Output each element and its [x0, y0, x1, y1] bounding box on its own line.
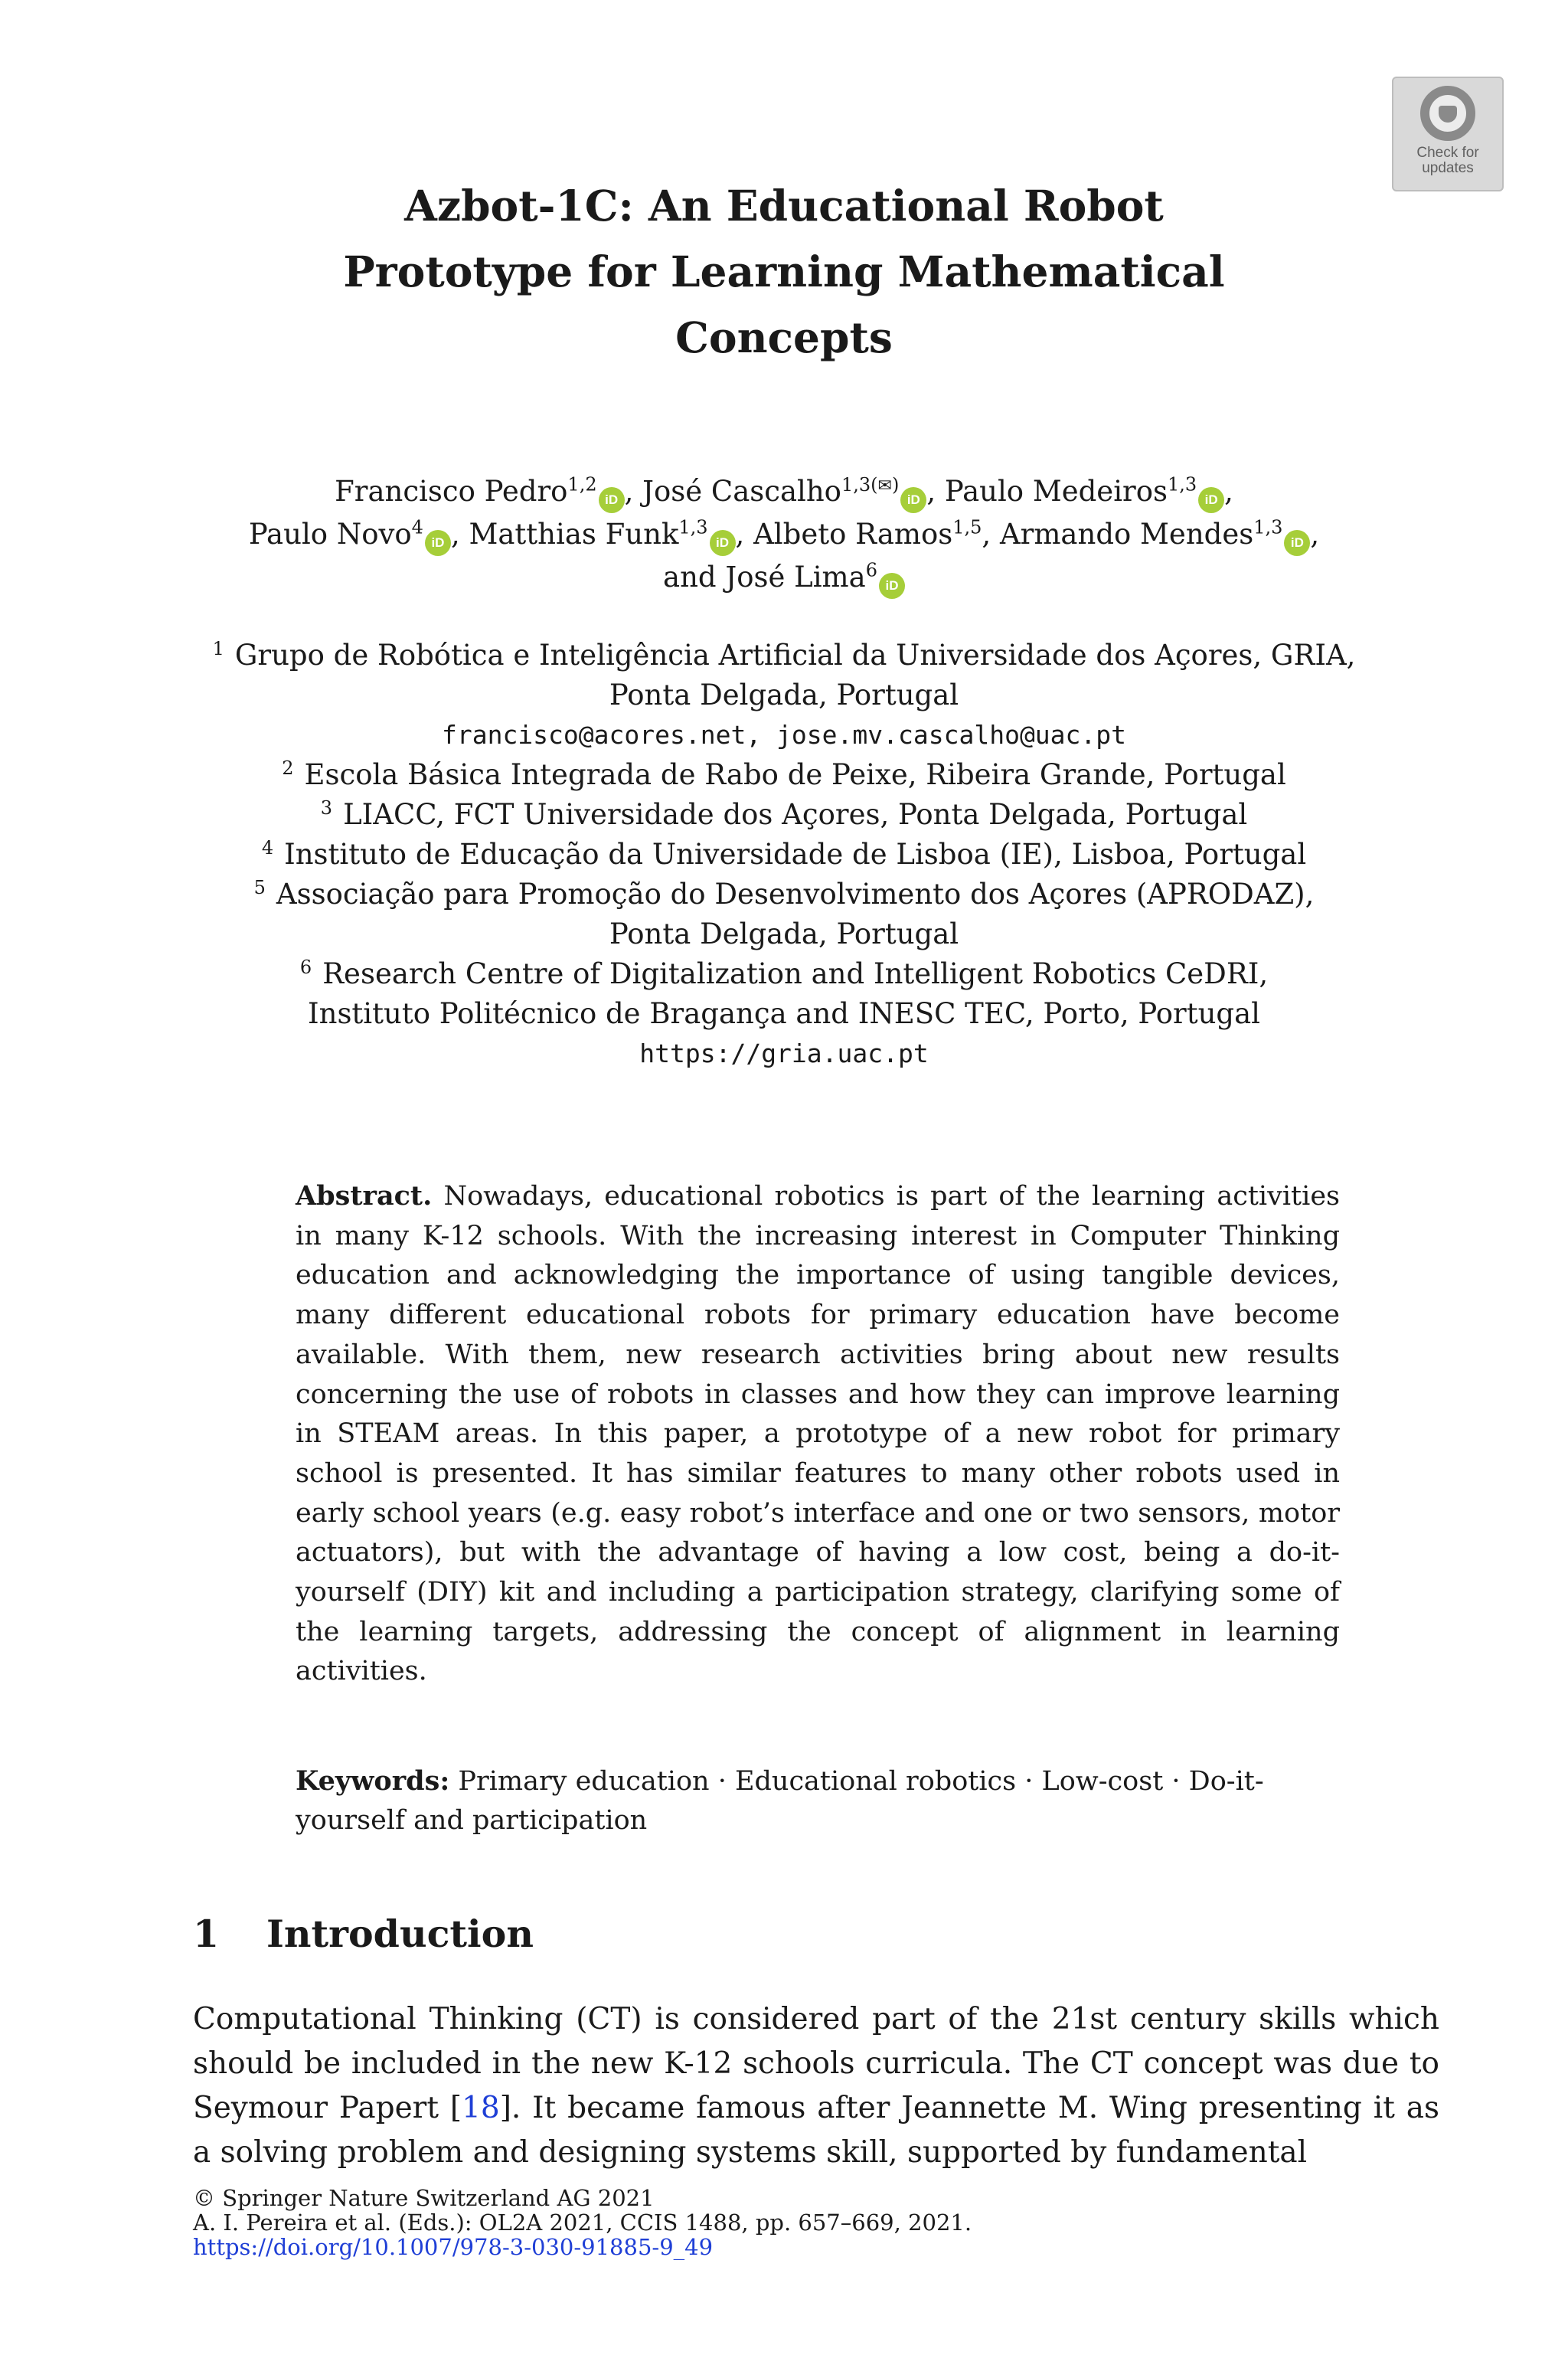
affiliation-5-line-1	[0, 875, 1568, 914]
keywords	[296, 1761, 1340, 1840]
intro-text-continued: ]. It became famous after Jeannette M. Wing presenting it as a solving problem and designing systems skill, supported by fundamental	[193, 2091, 1439, 2170]
affiliation-text: Grupo de Robótica e Inteligência Artificial da Universidade dos Açores, GRIA,	[234, 639, 1356, 672]
affiliation-number: 3	[320, 796, 333, 819]
affiliation-text: Associação para Promoção do Desenvolvimento dos Açores (APRODAZ),	[276, 878, 1315, 911]
author-affil-sup: 1,3	[1167, 473, 1197, 496]
authors-line-3	[0, 556, 1568, 599]
author-name: Matthias Funk	[469, 518, 679, 551]
author-name: Paulo Novo	[248, 518, 412, 551]
affiliation-number: 2	[282, 757, 294, 779]
orcid-icon[interactable]: iD	[710, 530, 736, 556]
affiliation-5-line-2: Ponta Delgada, Portugal	[609, 918, 959, 950]
orcid-icon[interactable]: iD	[1284, 530, 1310, 556]
doi-link[interactable]: https://doi.org/10.1007/978-3-030-91885-9_49	[193, 2234, 714, 2260]
authors-line-1: Francisco Pedro$^{1,2}$iD , José Cascalho$^{1,3(✉)}$iD , Paulo Medeiros$^{1,3}$iD ,	[0, 470, 1568, 513]
keywords-label: Keywords:	[296, 1765, 450, 1797]
title-line-2: Prototype for Learning Mathematical	[343, 247, 1225, 296]
orcid-icon[interactable]: iD	[879, 573, 905, 599]
group-website[interactable]: https://gria.uac.pt	[639, 1039, 929, 1068]
orcid-icon[interactable]: iD	[599, 487, 625, 513]
affiliation-text: Escola Básica Integrada de Rabo de Peixe, Ribeira Grande, Portugal	[304, 758, 1286, 791]
copyright-line: © Springer Nature Switzerland AG 2021	[193, 2185, 655, 2211]
intro-paragraph	[193, 1997, 1439, 2175]
author-name: Armando Mendes	[999, 518, 1254, 551]
affiliation-6-line-2: Instituto Politécnico de Bragança and INESC TEC, Porto, Portugal	[308, 997, 1260, 1030]
affiliation-text: Instituto de Educação da Universidade de Lisboa (IE), Lisboa, Portugal	[284, 838, 1307, 871]
title-line-1: Azbot-1C: An Educational Robot	[404, 181, 1164, 231]
section-heading	[193, 1907, 534, 1961]
section-title: Introduction	[266, 1912, 534, 1956]
author-affil-sup: 1,3	[678, 516, 708, 538]
badge-line-2: updates	[1422, 160, 1474, 176]
abstract-label: Abstract.	[296, 1180, 433, 1212]
badge-line-1: Check for	[1416, 145, 1479, 161]
author-affil-sup: 6	[865, 559, 877, 581]
affiliation-4	[0, 835, 1568, 875]
author-affil-sup: 1,3	[1253, 516, 1283, 538]
affiliation-6-line-1	[0, 954, 1568, 994]
citation-link[interactable]: 18	[462, 2091, 500, 2125]
affiliation-2	[0, 755, 1568, 795]
paper-title	[0, 173, 1568, 371]
affiliation-number: 6	[299, 956, 312, 978]
authors-line-2: Paulo Novo$^4$iD , Matthias Funk$^{1,3}$iD , Albeto Ramos$^{1,5}$, Armando Mendes$^{1,3}$iD ,	[0, 513, 1568, 556]
title-line-3: Concepts	[675, 312, 893, 362]
intro-text: Computational Thinking (CT) is considered part of the 21st century skills which should be included in the new K-12 schools curricula. The CT concept was due to Seymour Papert [	[193, 2002, 1439, 2125]
author-affil-sup: 4	[411, 516, 423, 538]
badge-label	[1393, 146, 1502, 176]
affiliation-number: 1	[212, 637, 224, 659]
abstract-text: Nowadays, educational robotics is part of the learning activities in many K-12 schools. With the increasing interest in Computer Thinking education and acknowledging the importance of using tangible devices, many different educational robots for primary education have become available. With them, new research activities bring about new results concerning the use of robots in classes and how they can improve learning in STEAM areas. In this paper, a prototype of a new robot for primary school is presented. It has similar features to many other robots used in early school years (e.g. easy robot’s interface and one or two sensors, motor actuators), but with the advantage of having a low cost, being a do-it-yourself (DIY) kit and including a participation strategy, clarifying some of the learning targets, addressing the concept of alignment in learning activities.	[296, 1181, 1340, 1687]
author-name: José Lima	[725, 561, 866, 594]
author-conjunction: and	[663, 561, 717, 594]
author-affil-sup: 1,3(	[841, 473, 878, 496]
orcid-icon[interactable]: iD	[425, 530, 451, 556]
author-name: Albeto Ramos	[753, 518, 953, 551]
affiliation-1-line-2: Ponta Delgada, Portugal	[609, 679, 959, 711]
orcid-icon[interactable]: iD	[1198, 487, 1224, 513]
keywords-text: Primary education · Educational robotics · Low-cost · Do-it-yourself and participation	[296, 1766, 1264, 1836]
envelope-icon: ✉	[877, 476, 892, 496]
footer	[193, 2186, 972, 2259]
crossmark-icon	[1420, 86, 1475, 141]
author-name: Francisco Pedro	[335, 475, 568, 508]
abstract	[296, 1176, 1340, 1692]
author-affil-sup: 1,2	[567, 473, 597, 496]
affiliation-3	[0, 795, 1568, 835]
affiliation-1-line-1	[0, 636, 1568, 675]
author-name: José Cascalho	[642, 475, 841, 508]
author-name: Paulo Medeiros	[944, 475, 1168, 508]
affiliation-number: 4	[261, 836, 274, 859]
section-number: 1	[193, 1912, 220, 1956]
affiliation-text: Research Centre of Digitalization and Intelligent Robotics CeDRI,	[322, 957, 1269, 990]
orcid-icon[interactable]: iD	[900, 487, 926, 513]
author-emails[interactable]: francisco@acores.net, jose.mv.cascalho@uac.pt	[441, 720, 1127, 750]
author-affil-sup: 1,5	[952, 516, 982, 538]
affiliation-text: LIACC, FCT Universidade dos Açores, Ponta Delgada, Portugal	[343, 798, 1248, 831]
affiliation-number: 5	[253, 876, 266, 898]
citation-line: A. I. Pereira et al. (Eds.): OL2A 2021, CCIS 1488, pp. 657–669, 2021.	[193, 2210, 972, 2236]
